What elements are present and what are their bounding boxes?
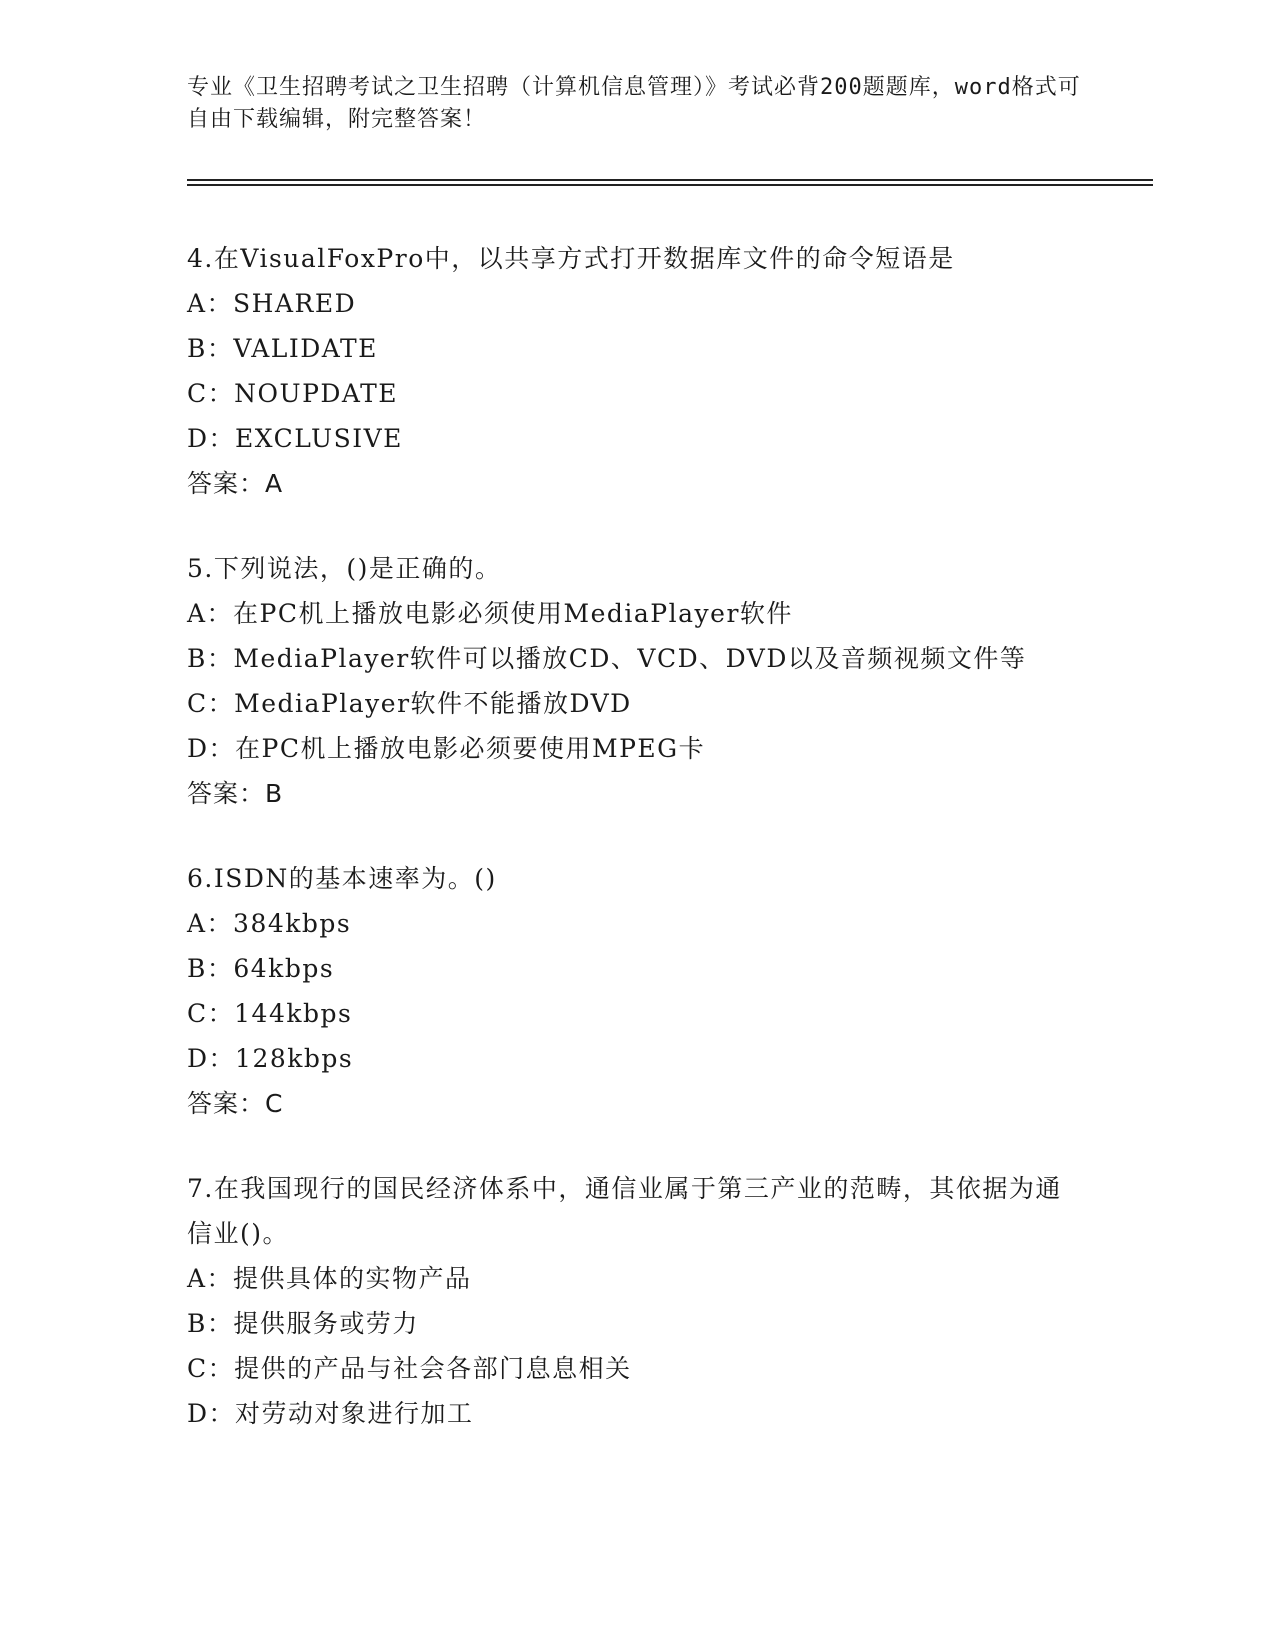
option-c: C：提供的产品与社会各部门息息相关	[187, 1354, 632, 1383]
option-a: A：SHARED	[187, 289, 357, 318]
question-6	[187, 856, 1087, 1126]
option-b: B：64kbps	[187, 954, 335, 983]
document-title: 专业《卫生招聘考试之卫生招聘（计算机信息管理）》考试必背200题题库，word格式可自由下载编辑，附完整答案！	[187, 75, 1081, 132]
header-divider-bottom	[187, 184, 1153, 186]
option-a: A：384kbps	[187, 909, 352, 938]
question-stem: 7.在我国现行的国民经济体系中，通信业属于第三产业的范畴，其依据为通信业()。	[187, 1174, 1062, 1248]
question-stem: 4.在VisualFoxPro中，以共享方式打开数据库文件的命令短语是	[187, 244, 955, 273]
option-c: C：144kbps	[187, 999, 353, 1028]
option-b: B：VALIDATE	[187, 334, 378, 363]
document-header	[187, 72, 1087, 136]
question-list	[187, 236, 1087, 1476]
question-stem: 6.ISDN的基本速率为。()	[187, 864, 497, 893]
option-d: D：128kbps	[187, 1044, 354, 1073]
option-d: D：在PC机上播放电影必须要使用MPEG卡	[187, 734, 706, 763]
question-4	[187, 236, 1087, 506]
option-c: C：NOUPDATE	[187, 379, 399, 408]
option-b: B：MediaPlayer软件可以播放CD、VCD、DVD以及音频视频文件等	[187, 644, 1027, 673]
answer-line: 答案：B	[187, 779, 284, 808]
option-d: D：EXCLUSIVE	[187, 424, 403, 453]
option-a: A：在PC机上播放电影必须使用MediaPlayer软件	[187, 599, 793, 628]
option-a: A：提供具体的实物产品	[187, 1264, 472, 1293]
header-divider-top	[187, 179, 1153, 181]
question-7	[187, 1166, 1087, 1436]
option-d: D：对劳动对象进行加工	[187, 1399, 474, 1428]
question-5	[187, 546, 1087, 816]
option-c: C：MediaPlayer软件不能播放DVD	[187, 689, 632, 718]
answer-line: 答案：A	[187, 469, 284, 498]
option-b: B：提供服务或劳力	[187, 1309, 419, 1338]
answer-line: 答案：C	[187, 1089, 284, 1118]
question-stem: 5.下列说法，()是正确的。	[187, 554, 502, 583]
